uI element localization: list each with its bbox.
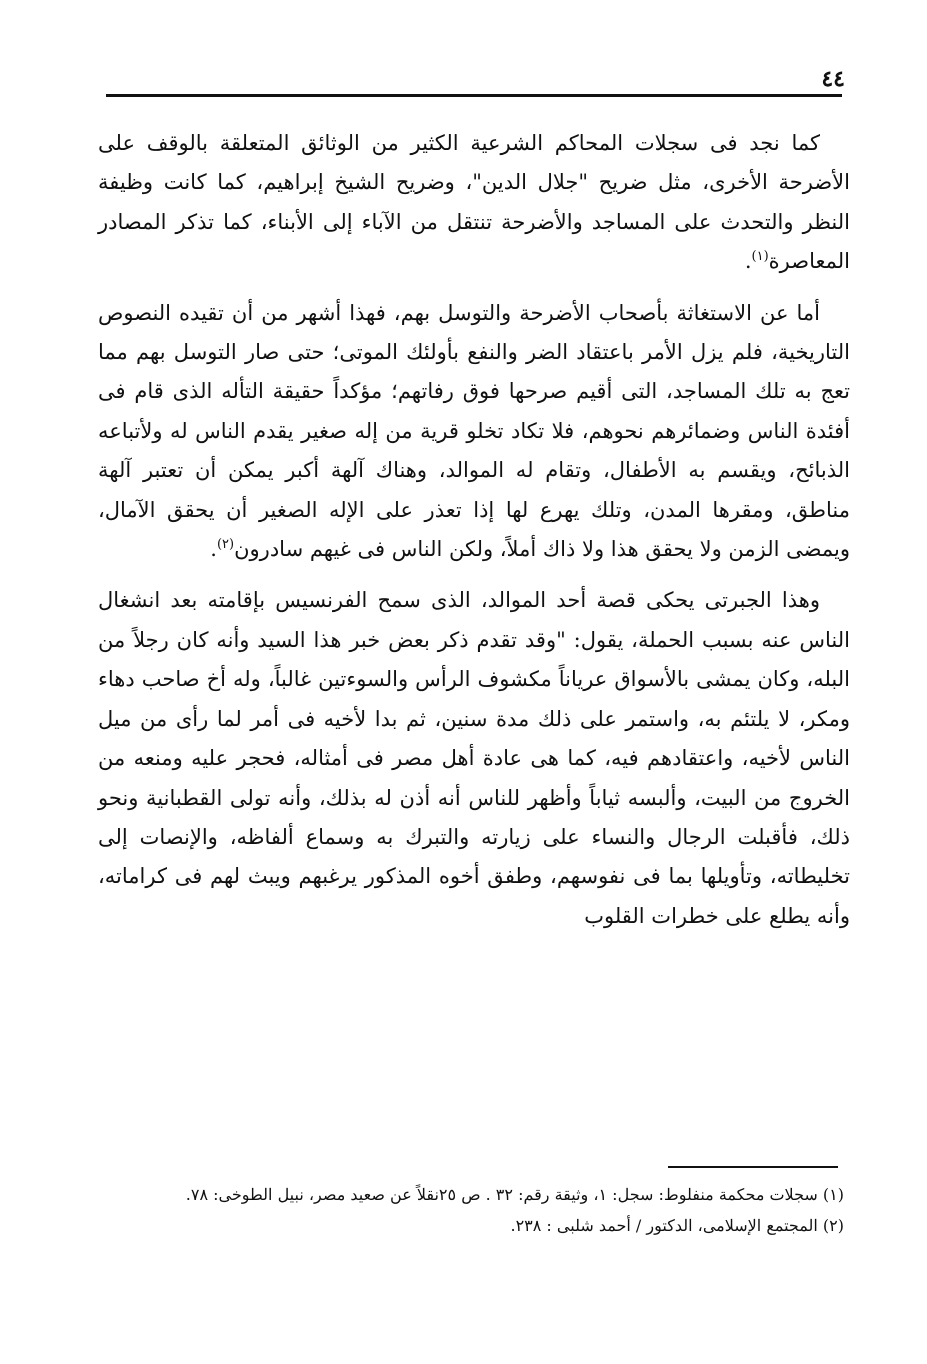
paragraph-text: وهذا الجبرتى يحكى قصة أحد الموالد، الذى سمح الفرنسيس بإقامته بعد انشغال الناس عنه بسبب الحملة، يقول: "وقد تقدم ذكر بعض خبر هذا السيد وأنه كان رجلاً من البله، وكان يمشى بالأسواق عرياناً مكشوف الرأس والسوءتين غالباً، وله أخ صاحب دهاء ومكر، لا يلتئم به، واستمر على ذلك مدة سنين، ثم بدا لأخيه فى أمر لما رأى من ميل الناس لأخيه، واعتقادهم فيه، كما هى عادة أهل مصر فى أمثاله، فحجر عليه ومنعه من الخروج من البيت، وألبسه ثياباً وأظهر للناس أنه أذن له بذلك، وأنه تولى القطبانية ونحو ذلك، فأقبلت الرجال والنساء على زيارته والتبرك به وسماع ألفاظه، والإنصات إلى تخليطاته، وتأويلها بما فى نفوسهم، وطفق أخوه المذكور يرغبهم ويبث لهم فى كراماته، وأنه يطلع على خطرات القلوب	[98, 588, 850, 928]
page-number: ٤٤	[821, 66, 845, 92]
paragraph	[98, 124, 850, 282]
footnote-reference: (١)	[751, 249, 769, 265]
footnote-rule	[668, 1166, 838, 1168]
body-text	[98, 124, 850, 936]
paragraph-text: أما عن الاستغاثة بأصحاب الأضرحة والتوسل بهم، فهذا أشهر من أن تقيده النصوص التاريخية، فلم يزل الأمر باعتقاد الضر والنفع بأولئك الموتى؛ حتى صار التوسل بهم مما تعج به تلك المساجد، التى أقيم صرحها فوق رفاتهم؛ مؤكداً حقيقة التأله الذى قام فى أفئدة الناس وضمائرهم نحوهم، فلا تكاد تخلو قرية من إله صغير يقدم الناس له ولأتباعه الذبائح، ويقسم به الأطفال، وتقام له الموالد، وهناك آلهة أكبر يمكن أن تعتبر آلهة مناطق، ومقرها المدن، وتلك يهرع لها إذا تعذر على الإله الصغير أن يحقق الآمال، ويمضى الزمن ولا يحقق هذا ولا ذاك أملاً، ولكن الناس فى غيهم سادرون	[98, 300, 851, 562]
header-rule	[106, 94, 842, 97]
paragraph-end: .	[210, 537, 217, 562]
paragraph-end: .	[744, 249, 752, 274]
paragraph	[98, 294, 850, 570]
footnote-reference: (٢)	[216, 537, 235, 553]
footnote: (٢) المجتمع الإسلامى، الدكتور / أحمد شلبى : ٢٣٨.	[510, 1216, 844, 1235]
footnote: (١) سجلات محكمة منفلوط: سجل: ١، وثيقة رقم: ٣٢ . ص ٢٥نقلاً عن صعيد مصر، نبيل الطوخى: ٧٨.	[185, 1185, 844, 1204]
paragraph-text: كما نجد فى سجلات المحاكم الشرعية الكثير من الوثائق المتعلقة بالوقف على الأضرحة الأخرى، مثل ضريح "جلال الدين"، وضريح الشيخ إبراهيم، كما كانت وظيفة النظر والتحدث على المساجد والأضرحة تنتقل من الآباء إلى الأبناء، كما تذكر المصادر المعاصرة	[98, 131, 850, 274]
paragraph	[98, 581, 850, 936]
footnotes	[98, 1180, 844, 1242]
